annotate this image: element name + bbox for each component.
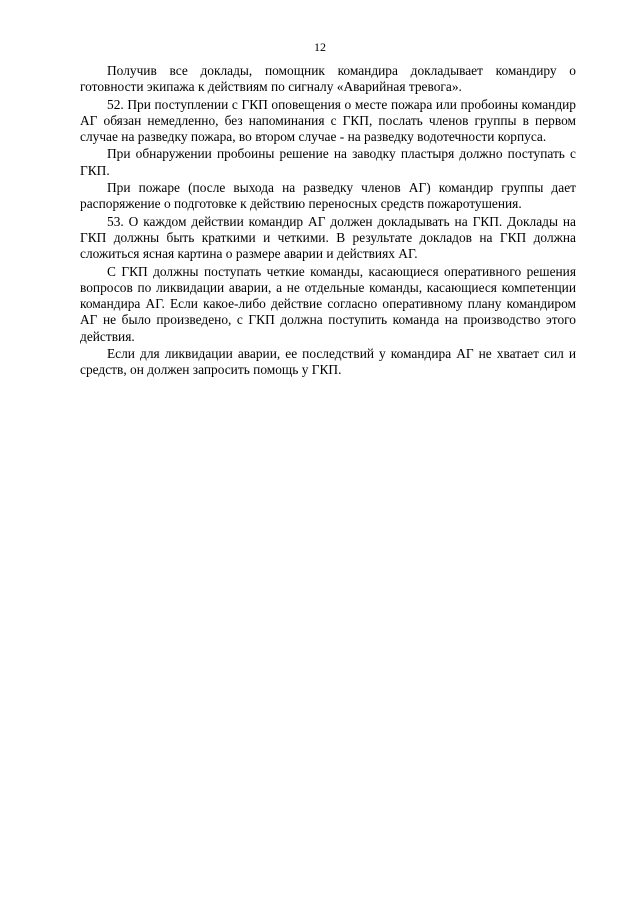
paragraph-gkp-commands: С ГКП должны поступать четкие команды, касающиеся оперативного решения вопросов по ликвидации аварии, а не отдельные команды, касающиеся компетенции командира АГ. Если какое-либо действие согласно оперативному плану командиром АГ не было произведено, с ГКП должна поступить команда на производство этого действия. [80, 263, 576, 344]
page-number: 12 [314, 40, 326, 54]
paragraph-53-reporting: 53. О каждом действии командир АГ должен докладывать на ГКП. Доклады на ГКП должны быть краткими и четкими. В результате докладов на ГКП должна сложиться ясная картина о размере аварии и действиях АГ. [80, 213, 576, 262]
paragraph-report-readiness: Получив все доклады, помощник командира докладывает командиру о готовности экипажа к действиям по сигналу «Аварийная тревога». [80, 63, 576, 95]
paragraph-fire-extinguishing: При пожаре (после выхода на разведку членов АГ) командир группы дает распоряжение о подготовке к действию переносных средств пожаротушения. [80, 180, 576, 212]
paragraph-52-fire-or-breach: 52. При поступлении с ГКП оповещения о месте пожара или пробоины командир АГ обязан немедленно, без напоминания с ГКП, послать членов группы в первом случае на разведку пожара, во втором случае - на разведку водотечности корпуса. [80, 96, 576, 145]
paragraph-patch-decision: При обнаружении пробоины решение на заводку пластыря должно поступать с ГКП. [80, 146, 576, 178]
document-body [80, 63, 576, 380]
paragraph-request-help: Если для ликвидации аварии, ее последствий у командира АГ не хватает сил и средств, он должен запросить помощь у ГКП. [80, 346, 576, 378]
